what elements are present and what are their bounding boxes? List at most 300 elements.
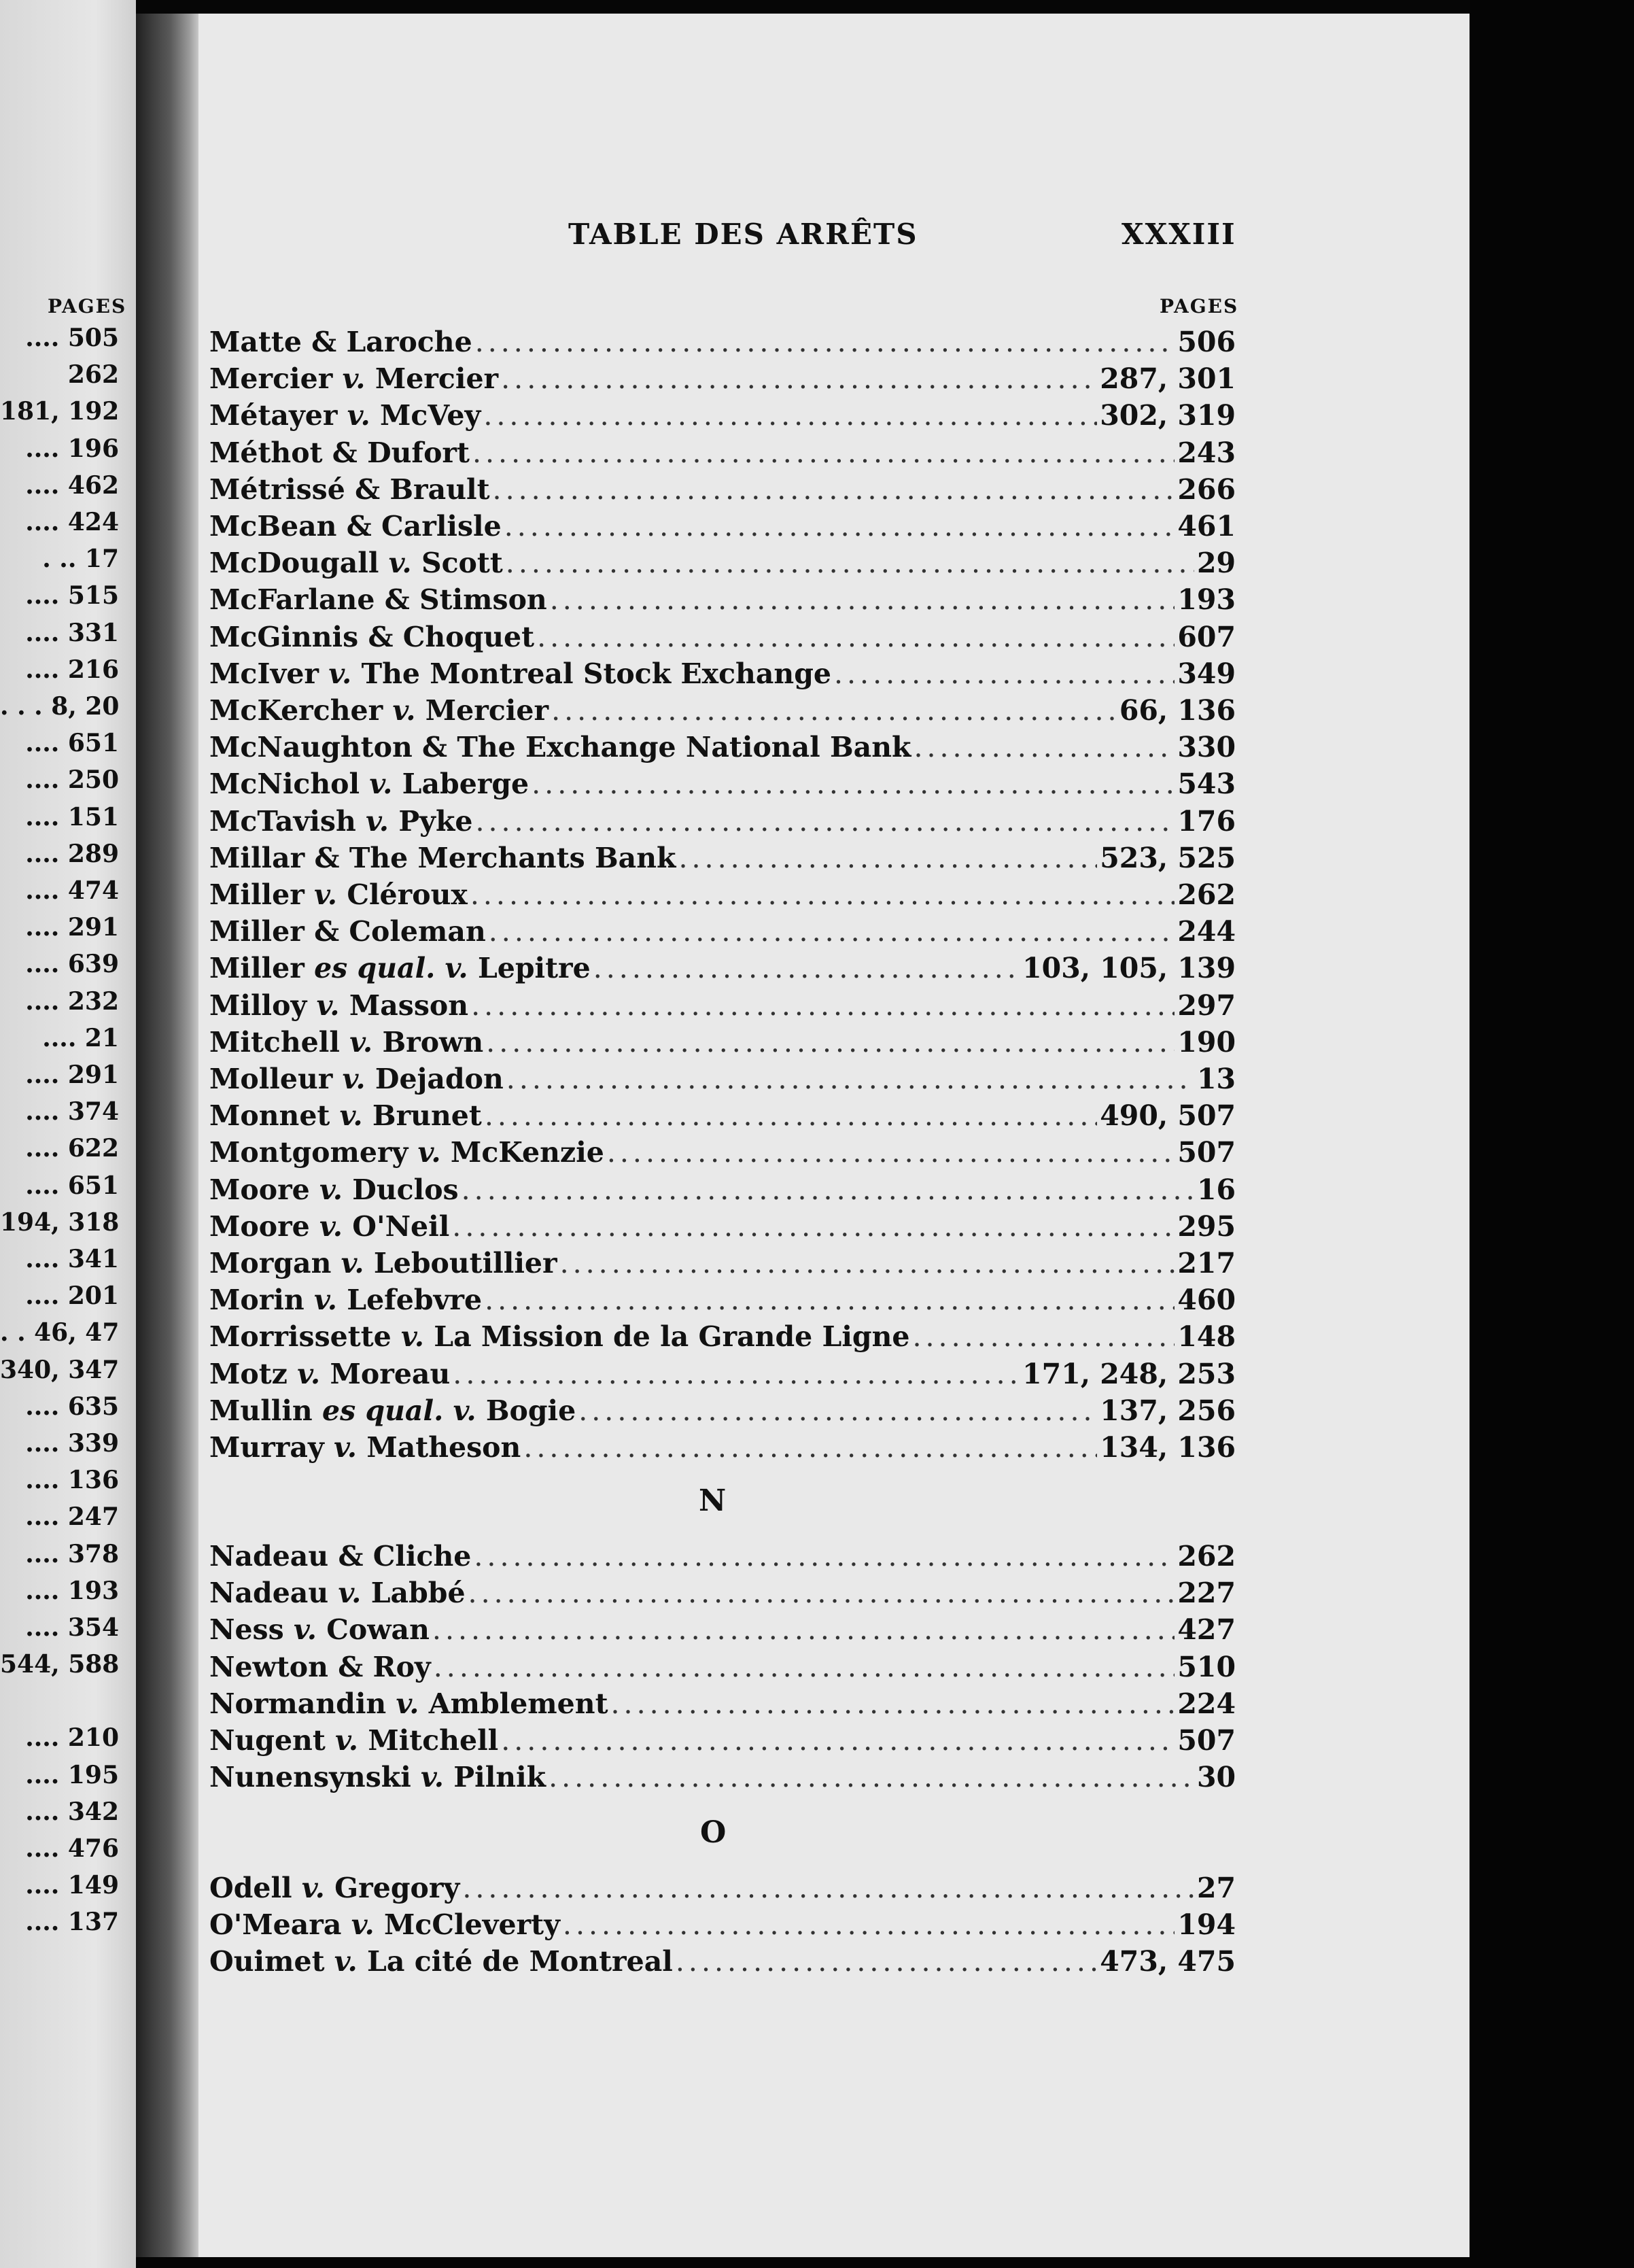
party-first: Monnet	[209, 1099, 340, 1133]
party-first: Miller	[209, 878, 315, 911]
case-name	[209, 729, 911, 766]
index-entry	[209, 950, 1236, 986]
index-entry	[209, 619, 1236, 655]
page-reference: 16	[1196, 1173, 1236, 1206]
facing-page-number: .... 342	[25, 1797, 119, 1826]
party-second: Labbé	[361, 1577, 466, 1610]
page-reference: 190	[1177, 1025, 1236, 1059]
case-name	[209, 1649, 431, 1685]
party-first: Mitchell	[209, 1025, 350, 1059]
page-reference: 506	[1177, 326, 1236, 358]
facing-page-number: 544, 588	[0, 1650, 120, 1679]
versus-marker: v.	[351, 1908, 375, 1942]
page-reference: 349	[1177, 657, 1236, 690]
index-entry	[209, 1208, 1236, 1245]
party-first: Moore	[209, 1173, 320, 1206]
party-first: Miller	[209, 952, 315, 985]
party-second: Moreau	[320, 1357, 451, 1390]
case-name	[209, 1906, 560, 1943]
party-first: Ness	[209, 1613, 294, 1647]
dot-leader	[475, 803, 1175, 840]
case-name	[209, 1171, 459, 1208]
page-reference: 13	[1196, 1063, 1236, 1095]
facing-page-number: .... 505	[25, 324, 119, 352]
dot-leader	[549, 1759, 1194, 1796]
party-first: Nunensynski	[209, 1761, 421, 1794]
versus-marker: es qual. v.	[322, 1394, 476, 1427]
page-reference: 473, 475	[1100, 1945, 1236, 1978]
facing-page-number: .... 424	[25, 508, 119, 536]
dot-leader	[563, 1906, 1175, 1943]
dot-leader	[506, 1061, 1194, 1097]
page-reference: 66, 136	[1119, 694, 1236, 727]
case-name	[209, 1208, 449, 1245]
case-name	[209, 803, 472, 840]
index-entry	[209, 1171, 1236, 1208]
party-second: Laberge	[392, 768, 529, 801]
party-first: McIver	[209, 657, 329, 690]
page-reference: 523, 525	[1100, 841, 1236, 874]
party-second: Lepitre	[468, 952, 591, 985]
party-second: Brown	[372, 1025, 484, 1059]
page-reference: 266	[1177, 472, 1236, 506]
facing-page-number: .... 474	[25, 876, 119, 905]
dot-leader	[452, 1208, 1175, 1245]
page-reference: 103, 105, 139	[1022, 952, 1236, 985]
facing-page-number: .... 21	[42, 1023, 119, 1052]
page-reference: 427	[1177, 1613, 1236, 1647]
page-reference: 243	[1177, 436, 1236, 469]
party-second: McVey	[370, 399, 481, 432]
facing-page-number: .... 289	[25, 839, 119, 868]
index-entry	[209, 1685, 1236, 1722]
versus-marker: v.	[342, 1063, 366, 1095]
index-entry	[209, 1392, 1236, 1429]
page-number: XXXIII	[1122, 218, 1236, 251]
case-name	[209, 1429, 521, 1466]
index-entry	[209, 729, 1236, 766]
index-entry	[209, 1429, 1236, 1466]
party-first: Mullin	[209, 1394, 323, 1427]
party-first: Moore	[209, 1209, 320, 1243]
page-reference: 244	[1177, 915, 1236, 948]
facing-page-number: . .. 17	[42, 545, 119, 574]
versus-marker: v.	[347, 399, 370, 432]
case-name	[209, 1943, 673, 1980]
page-reference: 460	[1177, 1284, 1236, 1317]
facing-page-number: .... 210	[25, 1723, 119, 1753]
versus-marker: v.	[314, 878, 338, 911]
case-name	[209, 1097, 482, 1134]
party-second: O'Neil	[343, 1209, 450, 1243]
facing-page-number: 194, 318	[0, 1207, 120, 1237]
versus-marker: v.	[401, 1320, 424, 1354]
party-second: Cléroux	[337, 878, 468, 911]
versus-marker: v.	[301, 1872, 325, 1904]
dot-leader	[834, 655, 1175, 692]
facing-page-number: .... 622	[25, 1134, 119, 1163]
facing-page-number: .... 339	[25, 1429, 119, 1458]
party-first: Nadeau	[209, 1577, 338, 1610]
party-first: Mercier	[209, 362, 343, 396]
versus-marker: v.	[396, 1687, 419, 1720]
party-first: McDougall	[209, 547, 389, 580]
versus-marker: v.	[338, 1577, 362, 1610]
versus-marker: v.	[334, 1945, 358, 1978]
versus-marker: v.	[421, 1761, 445, 1794]
page-reference: 194	[1177, 1908, 1236, 1942]
index-entry	[209, 1318, 1236, 1355]
versus-marker: es qual. v.	[314, 952, 468, 985]
party-first: Morin	[209, 1284, 314, 1317]
party-second: Brunet	[362, 1099, 482, 1133]
party-first: Nugent	[209, 1724, 336, 1757]
facing-page-number: .... 291	[25, 913, 119, 942]
dot-leader	[474, 1538, 1175, 1575]
page-reference: 29	[1196, 547, 1236, 580]
case-name	[209, 1061, 504, 1097]
case-name	[209, 360, 498, 397]
index-entry	[209, 1611, 1236, 1648]
page-reference: 148	[1177, 1320, 1236, 1354]
dot-leader	[676, 1943, 1097, 1980]
case-name	[209, 1870, 459, 1906]
dot-leader	[468, 1575, 1175, 1611]
page-reference: 302, 319	[1100, 399, 1236, 432]
dot-leader	[593, 950, 1020, 986]
party-first: Millar & The Merchants Bank	[209, 841, 676, 874]
book-gutter	[136, 14, 198, 2257]
facing-page-number: .... 201	[25, 1282, 119, 1311]
facing-page-number: .... 232	[25, 986, 119, 1016]
index-entry	[209, 1061, 1236, 1097]
dot-leader	[485, 1282, 1175, 1318]
dot-leader	[551, 692, 1117, 729]
page-reference: 490, 507	[1100, 1099, 1236, 1133]
index-entry	[209, 1245, 1236, 1282]
index-entry	[209, 471, 1236, 508]
page-reference: 137, 256	[1100, 1394, 1236, 1427]
page-reference: 217	[1177, 1247, 1236, 1279]
case-name	[209, 987, 468, 1024]
dot-leader	[493, 471, 1175, 508]
case-name	[209, 324, 472, 360]
index-entry	[209, 1943, 1236, 1980]
versus-marker: v.	[388, 547, 412, 580]
party-second: McCleverty	[374, 1908, 560, 1942]
page-reference: 134, 136	[1100, 1431, 1236, 1464]
facing-page-number: .... 651	[25, 729, 119, 758]
party-second: Pyke	[389, 804, 473, 838]
dot-leader	[611, 1685, 1175, 1722]
facing-page-number: .... 515	[25, 581, 119, 611]
running-title: TABLE DES ARRÊTS	[568, 218, 918, 251]
party-second: Mercier	[415, 694, 549, 727]
versus-marker: v.	[314, 1284, 337, 1317]
party-first: Motz	[209, 1357, 298, 1390]
facing-page-number: . . . 8, 20	[0, 692, 120, 721]
dot-leader	[486, 1024, 1175, 1061]
dot-leader	[483, 397, 1097, 434]
party-first: Morrissette	[209, 1320, 401, 1354]
dot-leader	[532, 766, 1175, 802]
pages-column-label: PAGES	[1160, 295, 1239, 317]
case-name	[209, 619, 534, 655]
page-reference: 295	[1177, 1209, 1236, 1243]
versus-marker: v.	[342, 362, 366, 396]
case-name	[209, 1134, 604, 1171]
index-entry	[209, 360, 1236, 397]
party-second: Pilnik	[444, 1761, 546, 1794]
party-second: Mitchell	[358, 1724, 499, 1757]
party-first: Odell	[209, 1872, 302, 1904]
versus-marker: v.	[417, 1136, 441, 1169]
section-letter-n: N	[699, 1483, 727, 1518]
index-entry	[209, 1759, 1236, 1796]
case-name	[209, 655, 831, 692]
versus-marker: v.	[316, 989, 340, 1022]
case-name	[209, 1759, 546, 1796]
facing-page-number: .... 635	[25, 1392, 119, 1421]
index-entry	[209, 508, 1236, 545]
facing-page-number: .... 341	[25, 1245, 119, 1273]
dot-leader	[914, 729, 1175, 766]
page-reference: 287, 301	[1100, 362, 1236, 396]
facing-page-number: .... 247	[25, 1502, 119, 1532]
index-entry	[209, 803, 1236, 840]
facing-page-number: .... 136	[25, 1466, 119, 1495]
page-reference: 262	[1177, 878, 1236, 911]
party-first: Métayer	[209, 399, 347, 432]
dot-leader	[462, 1870, 1194, 1906]
party-first: Nadeau & Cliche	[209, 1540, 472, 1573]
versus-marker: v.	[297, 1357, 321, 1390]
party-first: Morgan	[209, 1247, 341, 1279]
versus-marker: v.	[294, 1613, 317, 1647]
dot-leader	[506, 545, 1194, 581]
facing-page-number: .... 137	[25, 1908, 119, 1937]
party-first: McGinnis & Choquet	[209, 620, 535, 653]
facing-page-margin	[0, 0, 136, 2268]
party-second: Scott	[411, 547, 503, 580]
case-name	[209, 692, 549, 729]
facing-page-number: 340, 347	[0, 1355, 120, 1384]
page-reference: 227	[1177, 1577, 1236, 1610]
versus-marker: v.	[339, 1099, 363, 1133]
case-name	[209, 471, 490, 508]
case-name	[209, 508, 502, 545]
party-first: McKercher	[209, 694, 393, 727]
page-reference: 297	[1177, 989, 1236, 1022]
case-name	[209, 1685, 608, 1722]
index-entry	[209, 1097, 1236, 1134]
dot-leader	[432, 1611, 1175, 1648]
party-first: Molleur	[209, 1063, 343, 1095]
index-entry	[209, 987, 1236, 1024]
dot-leader	[537, 619, 1175, 655]
facing-page-number: 262	[67, 360, 119, 390]
party-first: McTavish	[209, 804, 366, 838]
party-first: Milloy	[209, 989, 317, 1022]
index-entry	[209, 1870, 1236, 1906]
facing-page-number: .... 216	[25, 655, 119, 684]
party-second: McKenzie	[440, 1136, 604, 1169]
index-entry	[209, 1649, 1236, 1685]
index-entry	[209, 840, 1236, 876]
index-entry	[209, 1024, 1236, 1061]
case-name	[209, 913, 486, 950]
index-entry	[209, 324, 1236, 360]
page-reference: 461	[1177, 510, 1236, 543]
page-reference: 330	[1177, 731, 1236, 764]
facing-page-number: .... 195	[25, 1760, 119, 1789]
page-reference: 176	[1177, 804, 1236, 838]
dot-leader	[485, 1097, 1097, 1134]
case-name	[209, 950, 591, 986]
facing-page-pages-label: PAGES	[48, 295, 127, 317]
page-reference: 224	[1177, 1687, 1236, 1720]
index-entry	[209, 397, 1236, 434]
party-second: La Mission de la Grande Ligne	[423, 1320, 910, 1354]
facing-page-number: .... 354	[25, 1613, 119, 1642]
case-name	[209, 1356, 450, 1392]
index-entry	[209, 1134, 1236, 1171]
page-reference: 507	[1177, 1136, 1236, 1169]
party-first: Murray	[209, 1431, 334, 1464]
case-name	[209, 1318, 909, 1355]
party-second: Masson	[339, 989, 469, 1022]
party-first: Ouimet	[209, 1945, 334, 1978]
dot-leader	[470, 876, 1175, 913]
index-entry	[209, 1575, 1236, 1611]
page-reference: 30	[1196, 1761, 1236, 1794]
dot-leader	[501, 360, 1097, 397]
dot-leader	[453, 1356, 1020, 1392]
facing-page-number: 181, 192	[0, 397, 120, 426]
dot-leader	[501, 1722, 1175, 1759]
dot-leader	[475, 324, 1175, 360]
versus-marker: v.	[319, 1173, 343, 1206]
party-second: Duclos	[343, 1173, 459, 1206]
index-entry	[209, 581, 1236, 618]
party-second: Lefebvre	[336, 1284, 483, 1317]
party-first: Normandin	[209, 1687, 396, 1720]
page-reference: 262	[1177, 1540, 1236, 1573]
dot-leader	[489, 913, 1175, 950]
facing-page-number: .... 149	[25, 1871, 119, 1900]
versus-marker: v.	[366, 804, 389, 838]
page-reference: 193	[1177, 583, 1236, 617]
scan-border	[1470, 0, 1634, 2268]
versus-marker: v.	[392, 694, 416, 727]
facing-page-number: .... 291	[25, 1061, 119, 1089]
index-entry	[209, 766, 1236, 802]
party-first: Métrissé & Brault	[209, 472, 490, 506]
party-first: Montgomery	[209, 1136, 418, 1169]
versus-marker: v.	[319, 1209, 343, 1243]
party-first: McNaughton & The Exchange National Bank	[209, 731, 911, 764]
party-second: Leboutillier	[364, 1247, 557, 1279]
index-entry	[209, 1282, 1236, 1318]
party-first: Méthot & Dufort	[209, 436, 470, 469]
party-second: La cité de Montreal	[357, 1945, 673, 1978]
index-entry	[209, 913, 1236, 950]
index-entry	[209, 655, 1236, 692]
party-first: McFarlane & Stimson	[209, 583, 547, 617]
dot-leader	[912, 1318, 1175, 1355]
facing-page-number: .... 651	[25, 1171, 119, 1200]
party-first: McBean & Carlisle	[209, 510, 502, 543]
facing-page-number: .... 331	[25, 618, 119, 647]
facing-page-number: .... 462	[25, 470, 119, 500]
case-name	[209, 1538, 471, 1575]
index-entry	[209, 876, 1236, 913]
facing-page-number: . . 46, 47	[0, 1318, 120, 1347]
case-name	[209, 766, 529, 802]
facing-page-number: .... 250	[25, 766, 119, 795]
page-reference: 543	[1177, 768, 1236, 801]
versus-marker: v.	[369, 768, 393, 801]
facing-page-number: .... 476	[25, 1834, 119, 1863]
dot-leader	[462, 1171, 1194, 1208]
facing-page-number: .... 639	[25, 950, 119, 979]
party-first: Newton & Roy	[209, 1650, 431, 1683]
index-entry	[209, 1538, 1236, 1575]
dot-leader	[434, 1649, 1175, 1685]
case-name	[209, 1611, 430, 1648]
section-letter-o: O	[700, 1815, 727, 1850]
facing-page-number: .... 378	[25, 1539, 119, 1568]
case-name	[209, 545, 503, 581]
party-first: McNichol	[209, 768, 370, 801]
dot-leader	[471, 987, 1175, 1024]
party-first: O'Meara	[209, 1908, 351, 1942]
case-name	[209, 1575, 466, 1611]
dot-leader	[607, 1134, 1175, 1171]
index-entry	[209, 1356, 1236, 1392]
case-name	[209, 397, 481, 434]
facing-page-number: .... 193	[25, 1576, 119, 1605]
page-reference: 171, 248, 253	[1022, 1357, 1236, 1390]
case-name	[209, 1245, 557, 1282]
party-second: Dejadon	[365, 1063, 504, 1095]
party-second: Amblement	[419, 1687, 608, 1720]
facing-page-number: .... 374	[25, 1097, 119, 1127]
dot-leader	[504, 508, 1175, 545]
index-entry	[209, 692, 1236, 729]
case-name	[209, 840, 676, 876]
party-second: The Montreal Stock Exchange	[351, 657, 831, 690]
party-first: Miller & Coleman	[209, 915, 486, 948]
party-second: Matheson	[357, 1431, 521, 1464]
party-second: Bogie	[476, 1394, 576, 1427]
case-name	[209, 1392, 576, 1429]
page-reference: 507	[1177, 1724, 1236, 1757]
index-entry	[209, 434, 1236, 471]
dot-leader	[560, 1245, 1175, 1282]
versus-marker: v.	[328, 657, 352, 690]
party-second: Cowan	[317, 1613, 430, 1647]
facing-page-number: .... 196	[25, 434, 119, 463]
dot-leader	[550, 581, 1175, 618]
case-name	[209, 1722, 498, 1759]
case-name	[209, 876, 468, 913]
party-second: Gregory	[324, 1872, 460, 1904]
case-name	[209, 1024, 483, 1061]
case-name	[209, 581, 547, 618]
index-entry	[209, 545, 1236, 581]
versus-marker: v.	[349, 1025, 373, 1059]
